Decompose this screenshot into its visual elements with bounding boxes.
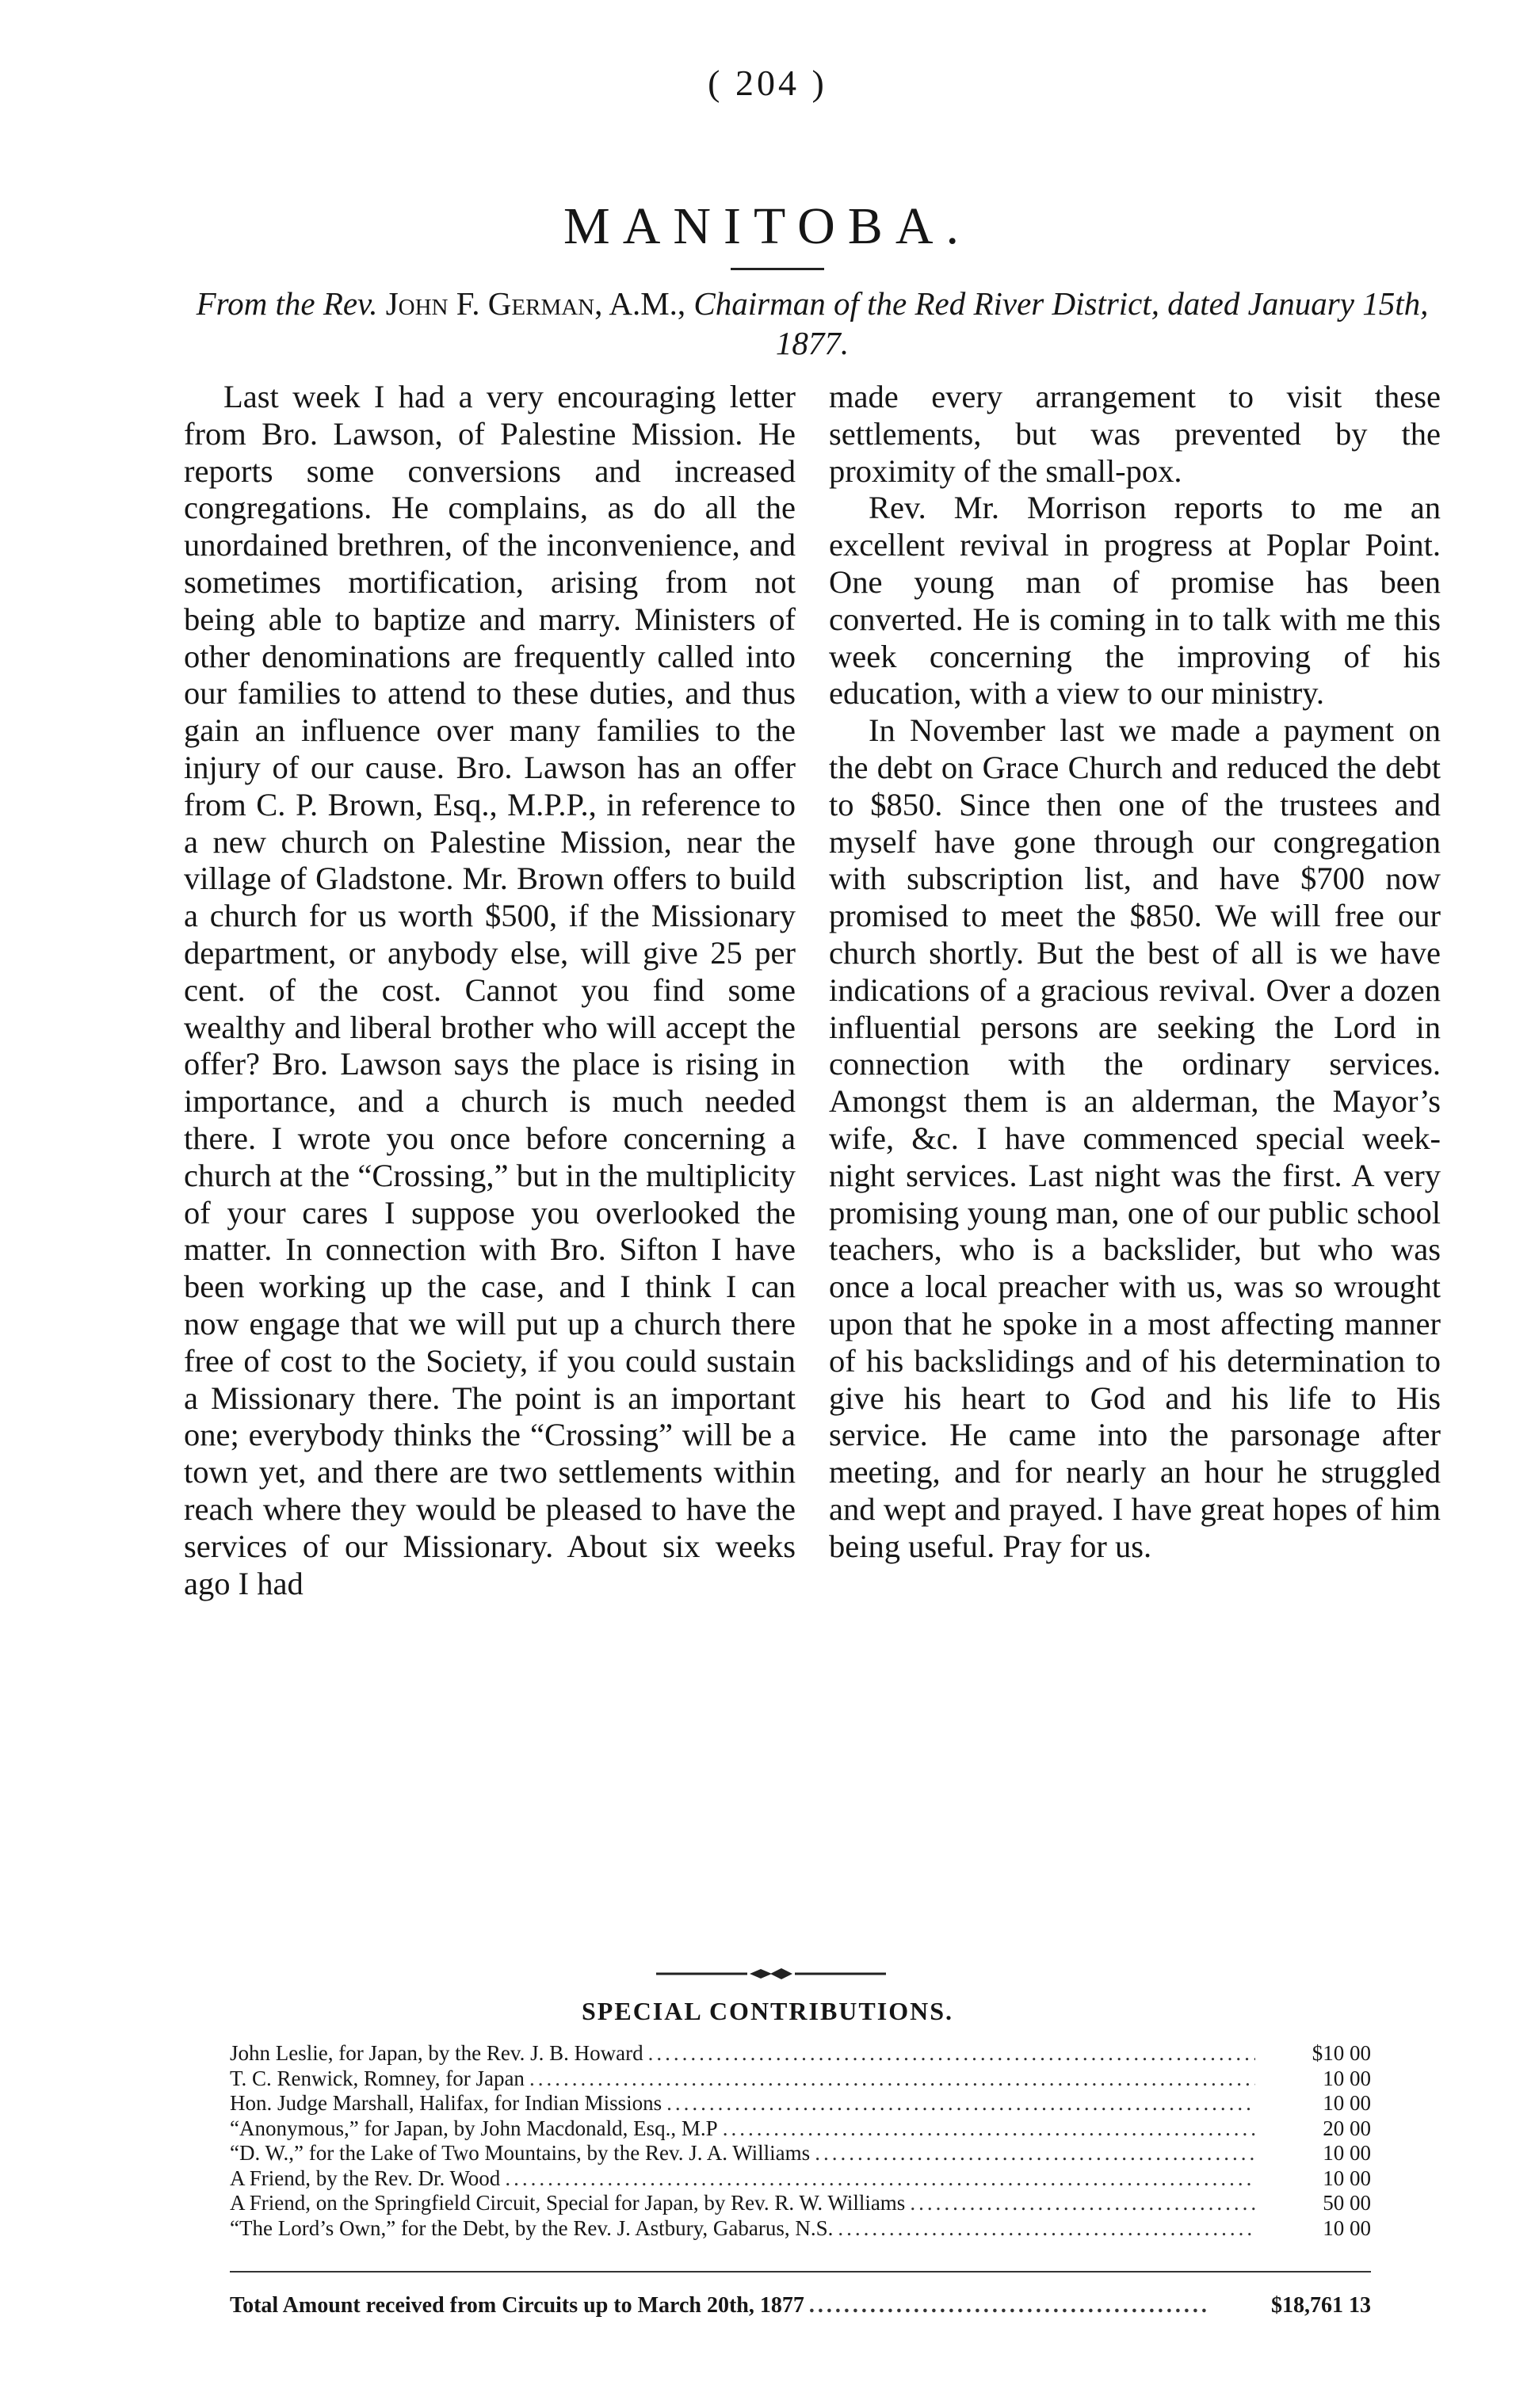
contribution-amount: 20 00	[1323, 2116, 1371, 2140]
contribution-amount: 10 00	[1323, 2215, 1371, 2240]
ornament-divider	[656, 1962, 886, 1986]
total-label: Total Amount received from Circuits up to March 20th, 1877	[230, 2293, 804, 2318]
contributions-rule	[230, 2271, 1371, 2273]
leader-dots	[809, 2293, 1208, 2318]
contribution-label: “Anonymous,” for Japan, by John Macdonald, Esq., M.P	[230, 2116, 718, 2140]
leader-dots	[910, 2191, 1255, 2216]
contribution-amount: 10 00	[1323, 2091, 1371, 2115]
byline-rest: Chairman of the Red River District, dated January 15th, 1877.	[693, 285, 1429, 361]
contribution-row	[230, 2166, 1371, 2192]
paragraph: Rev. Mr. Morrison reports to me an excellent revival in progress at Poplar Point. One young man of promise has been converted. He is coming in to talk with me this week concerning the improving of his education, with a view to our ministry.	[829, 490, 1441, 712]
contribution-row	[230, 2141, 1371, 2166]
contribution-row	[230, 2216, 1371, 2242]
contribution-label: Hon. Judge Marshall, Halifax, for Indian Missions	[230, 2091, 662, 2115]
contribution-label: “D. W.,” for the Lake of Two Mountains, by the Rev. J. A. Williams	[230, 2141, 811, 2165]
contribution-row	[230, 2116, 1371, 2142]
total-amount: $18,761 13	[1271, 2293, 1371, 2318]
contribution-row	[230, 2041, 1371, 2066]
leader-dots	[815, 2141, 1255, 2166]
paragraph: In November last we made a payment on the debt on Grace Church and reduced the debt to $850. Since then one of the trustees and myself have gone through our congregation with subscription list, and have $700 now promised to meet the $850. We will free our church shortly. But the best of all is we have indications of a gracious revival. Over a dozen influential persons are seeking the Lord in connection with the ordinary services. Amongst them is an alderman, the Mayor’s wife, &c. I have commenced special week-night services. Last night was the first. A very promising young man, one of our public school teachers, who is a backslider, but who was once a local preacher with us, was so wrought upon that he spoke in a most affecting manner of his backslidings and of his determination to give his heart to God and his life to His service. He came into the parsonage after meeting, and for nearly an hour he struggled and wept and prayed. I have great hopes of him being useful. Pray for us.	[829, 712, 1441, 1564]
leader-dots	[723, 2116, 1255, 2142]
contribution-row	[230, 2191, 1371, 2216]
page-number: ( 204 )	[708, 63, 827, 103]
heading-rule	[731, 268, 824, 270]
right-column	[829, 379, 1441, 1566]
contribution-label: “The Lord’s Own,” for the Debt, by the Rev. J. Astbury, Gabarus, N.S.	[230, 2215, 834, 2240]
byline-author: John F. German, A.M.,	[385, 285, 686, 322]
leader-dots	[666, 2091, 1255, 2116]
paragraph: Last week I had a very encouraging letter from Bro. Lawson, of Palestine Mission. He reports some conversions and increased congregations. He complains, as do all the unordained brethren, of the inconvenience, and sometimes mortification, arising from not being able to baptize and marry. Ministers of other denominations are frequently called into our families to attend to these duties, and thus gain an influence over many families to the injury of our cause. Bro. Lawson has an offer from C. P. Brown, Esq., M.P.P., in reference to a new church on Palestine Mission, near the village of Gladstone. Mr. Brown offers to build a church for us worth $500, if the Missionary department, or anybody else, will give 25 per cent. of the cost. Cannot you find some wealthy and liberal brother who will accept the offer? Bro. Lawson says the place is rising in importance, and a church is much needed there. I wrote you once before concerning a church at the “Crossing,” but in the multiplicity of your cares I suppose you overlooked the matter. In connection with Bro. Sifton I have been working up the case, and I think I can now engage that we will put up a church there free of cost to the Society, if you could sustain a Missionary there. The point is an important one; everybody thinks the “Crossing” will be a town yet, and there are two settlements within reach where they would be pleased to have the services of our Missionary. About six weeks ago I had	[184, 379, 796, 1601]
byline	[190, 284, 1434, 363]
contribution-label: A Friend, by the Rev. Dr. Wood	[230, 2166, 501, 2190]
contribution-amount: 10 00	[1323, 2141, 1371, 2165]
leader-dots	[838, 2216, 1255, 2242]
contribution-row	[230, 2066, 1371, 2092]
paragraph: made every arrangement to visit these settlements, but was prevented by the proximity of the small-pox.	[829, 379, 1441, 489]
contribution-amount: 10 00	[1323, 2166, 1371, 2190]
contribution-amount: $10 00	[1312, 2041, 1371, 2065]
article-heading: MANITOBA.	[563, 197, 972, 255]
total-row	[230, 2293, 1371, 2318]
contributions-title: SPECIAL CONTRIBUTIONS.	[582, 1997, 953, 2025]
contribution-row	[230, 2091, 1371, 2116]
contribution-label: T. C. Renwick, Romney, for Japan	[230, 2066, 525, 2090]
leader-dots	[505, 2166, 1255, 2192]
contribution-amount: 10 00	[1323, 2066, 1371, 2090]
left-column	[184, 379, 796, 1602]
contribution-amount: 50 00	[1323, 2191, 1371, 2215]
leader-dots	[529, 2066, 1255, 2092]
leader-dots	[648, 2041, 1255, 2066]
contribution-label: John Leslie, for Japan, by the Rev. J. B. Howard	[230, 2041, 643, 2065]
contribution-label: A Friend, on the Springfield Circuit, Special for Japan, by Rev. R. W. Williams	[230, 2191, 906, 2215]
contributions-list	[230, 2041, 1371, 2241]
byline-from: From the Rev.	[196, 285, 378, 322]
